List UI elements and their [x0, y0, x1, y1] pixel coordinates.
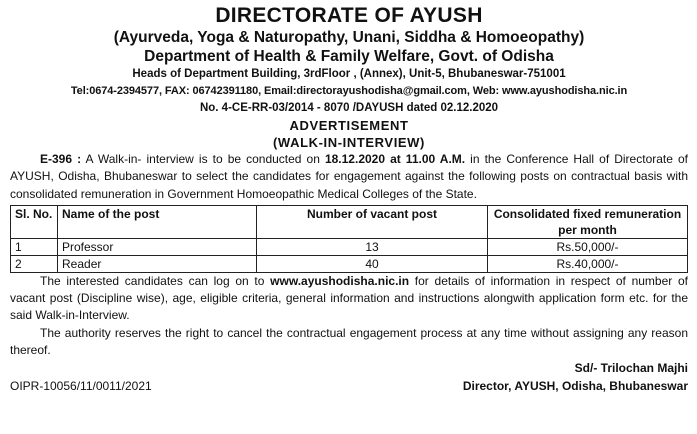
advertisement-heading: ADVERTISEMENT — [289, 118, 409, 133]
reserve-paragraph: The authority reserves the right to cancel the contractual engagement process at any time without assigning any reason thereof. — [10, 325, 688, 358]
col-header-vacant: Number of vacant post — [257, 205, 488, 238]
cell-sl: 1 — [11, 238, 58, 255]
intro-text-a: A Walk-in- interview is to be conducted on — [81, 152, 325, 166]
intro-paragraph — [10, 151, 688, 203]
cell-post: Reader — [58, 255, 257, 272]
info-text-b: for details of information in respect of number of vacant post (Discipline wise), age, eligible criteria, general information and instructions alongwith application form etc. for the said Walk-in-Interview. — [10, 273, 688, 323]
cell-remuneration: Rs.50,000/- — [488, 238, 688, 255]
ad-code: E-396 : — [40, 152, 82, 166]
subtitle: (Ayurveda, Yoga & Naturopathy, Unani, Siddha & Homoeopathy) — [113, 29, 585, 46]
interview-datetime: 18.12.2020 at 11.00 A.M. — [324, 152, 466, 166]
oipr-number: OIPR-10056/11/0011/2021 — [10, 379, 152, 394]
walk-in-subheading: (WALK-IN-INTERVIEW) — [273, 135, 425, 150]
info-paragraph — [10, 273, 688, 325]
cell-sl: 2 — [11, 255, 58, 272]
intro-text-b: in the Conference Hall of Directorate of AYUSH, Odisha, Bhubaneswar to select the candidates for engagement against the following posts on contractual basis with consolidated remuneration in Government Homoeopathic Medical Colleges of the State. — [10, 152, 688, 201]
contact-line: Tel:0674-2394577, FAX: 06742391180, Email:directorayushodisha@gmail.com, Web: www.ayushodisha.nic.in — [70, 85, 628, 97]
cell-post: Professor — [58, 238, 257, 255]
col-header-remuneration: Consolidated fixed remuneration per month — [488, 205, 688, 238]
cell-vacant: 13 — [257, 238, 488, 255]
website-link[interactable]: www.ayushodisha.nic.in — [270, 273, 410, 288]
signature: Sd/- Trilochan Majhi — [574, 361, 688, 376]
advertisement — [10, 4, 688, 395]
page-title: DIRECTORATE OF AYUSH — [215, 4, 483, 27]
footer — [10, 377, 688, 395]
col-header-post: Name of the post — [58, 205, 257, 238]
designation: Director, AYUSH, Odisha, Bhubaneswar — [462, 379, 688, 394]
cell-remuneration: Rs.40,000/- — [488, 255, 688, 272]
table-row — [11, 238, 688, 255]
table-row — [11, 255, 688, 272]
department-name: Department of Health & Family Welfare, Govt. of Odisha — [144, 48, 554, 65]
table-header-row — [11, 205, 688, 238]
col-header-sl: Sl. No. — [11, 205, 58, 238]
vacancy-table — [10, 205, 688, 273]
info-text-a: The interested candidates can log on to — [40, 273, 271, 288]
reference-number: No. 4-CE-RR-03/2014 - 8070 /DAYUSH dated 02.12.2020 — [199, 102, 499, 114]
cell-vacant: 40 — [257, 255, 488, 272]
address: Heads of Department Building, 3rdFloor , (Annex), Unit-5, Bhubaneswar-751001 — [132, 68, 566, 80]
